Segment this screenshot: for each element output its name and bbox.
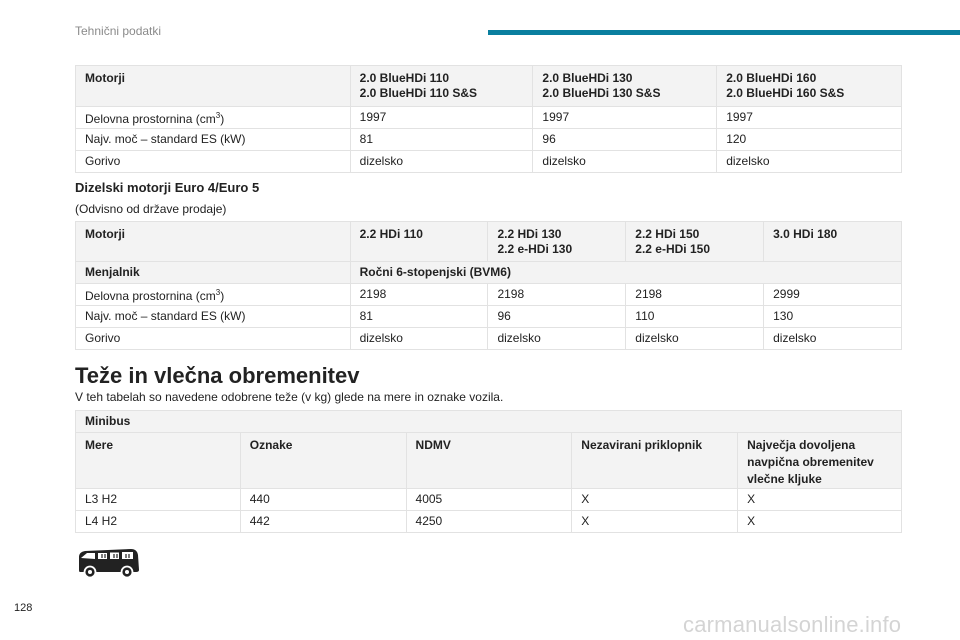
table-header-cell: 3.0 HDi 180 bbox=[764, 222, 902, 262]
table-cell: dizelsko bbox=[533, 151, 717, 173]
table-subheader-value: Ročni 6-stopenjski (BVM6) bbox=[350, 262, 901, 284]
table-cell: 440 bbox=[240, 489, 406, 511]
table-cell: 81 bbox=[350, 306, 488, 328]
table-cell: X bbox=[572, 511, 738, 533]
section-heading-weights: Teže in vlečna obremenitev bbox=[75, 363, 360, 388]
table-cell: 130 bbox=[764, 306, 902, 328]
table-row bbox=[76, 328, 902, 350]
table-cell: 110 bbox=[626, 306, 764, 328]
table-caption-row bbox=[76, 411, 902, 433]
section-intro: V teh tabelah so navedene odobrene teže (v kg) glede na mere in oznake vozila. bbox=[75, 390, 504, 404]
table-cell: dizelsko bbox=[764, 328, 902, 350]
table-cell: 4250 bbox=[406, 511, 572, 533]
table-cell: 81 bbox=[350, 129, 533, 151]
diesel-engine-table-bluehdi bbox=[75, 65, 902, 173]
table-cell: 96 bbox=[533, 129, 717, 151]
table-cell: L3 H2 bbox=[76, 489, 241, 511]
table-cell: Najv. moč – standard ES (kW) bbox=[76, 306, 351, 328]
table-header-row bbox=[76, 66, 902, 107]
table-header-cell: 2.0 BlueHDi 110 2.0 BlueHDi 110 S&S bbox=[350, 66, 533, 107]
table-cell: 2198 bbox=[350, 284, 488, 306]
table-cell: Delovna prostornina $(cm^3)$ bbox=[76, 284, 351, 306]
table-cell: L4 H2 bbox=[76, 511, 241, 533]
table-row bbox=[76, 151, 902, 173]
section-note: (Odvisno od države prodaje) bbox=[75, 202, 227, 216]
table-header-row bbox=[76, 222, 902, 262]
table-cell: 120 bbox=[717, 129, 902, 151]
minibus-icon bbox=[75, 544, 141, 580]
table-cell: dizelsko bbox=[488, 328, 626, 350]
page-number: 128 bbox=[14, 602, 33, 614]
diesel-engine-table-hdi bbox=[75, 221, 902, 350]
table-cell: 1997 bbox=[533, 107, 717, 129]
table-subheader-row bbox=[76, 262, 902, 284]
table-cell: 1997 bbox=[350, 107, 533, 129]
section-header-title: Tehnični podatki bbox=[75, 24, 162, 38]
weights-table-minibus bbox=[75, 410, 902, 533]
table-cell: 2198 bbox=[488, 284, 626, 306]
table-cell: Gorivo bbox=[76, 328, 351, 350]
table-cell: X bbox=[738, 489, 902, 511]
table-header-cell: Oznake bbox=[240, 433, 406, 489]
watermark: carmanualsonline.info bbox=[683, 612, 902, 637]
table-header-cell: Mere bbox=[76, 433, 241, 489]
table-cell: dizelsko bbox=[717, 151, 902, 173]
table-header-cell: Nezavirani priklopnik bbox=[572, 433, 738, 489]
table-row bbox=[76, 284, 902, 306]
table-cell: 4005 bbox=[406, 489, 572, 511]
table-cell: 2198 bbox=[626, 284, 764, 306]
header-accent-bar bbox=[488, 30, 960, 35]
section-title-euro4-euro5: Dizelski motorji Euro 4/Euro 5 bbox=[75, 180, 260, 195]
table-cell: X bbox=[572, 489, 738, 511]
table-header-cell: Motorji bbox=[76, 222, 351, 262]
table-header-cell: 2.2 HDi 150 2.2 e-HDi 150 bbox=[626, 222, 764, 262]
table-header-cell: Motorji bbox=[76, 66, 351, 107]
table-header-row bbox=[76, 433, 902, 489]
table-cell: dizelsko bbox=[350, 328, 488, 350]
table-header-cell: Največja dovoljena navpična obremenitev vlečne kljuke bbox=[738, 433, 902, 489]
table-header-cell: 2.0 BlueHDi 130 2.0 BlueHDi 130 S&S bbox=[533, 66, 717, 107]
table-cell: X bbox=[738, 511, 902, 533]
table-cell: dizelsko bbox=[626, 328, 764, 350]
table-cell: Najv. moč – standard ES (kW) bbox=[76, 129, 351, 151]
table-caption: Minibus bbox=[76, 411, 902, 433]
table-subheader-label: Menjalnik bbox=[76, 262, 351, 284]
table-cell: 442 bbox=[240, 511, 406, 533]
table-header-cell: 2.0 BlueHDi 160 2.0 BlueHDi 160 S&S bbox=[717, 66, 902, 107]
table-row bbox=[76, 129, 902, 151]
table-cell: Gorivo bbox=[76, 151, 351, 173]
table-cell: 96 bbox=[488, 306, 626, 328]
table-row bbox=[76, 306, 902, 328]
table-row bbox=[76, 511, 902, 533]
table-header-cell: NDMV bbox=[406, 433, 572, 489]
table-cell: 2999 bbox=[764, 284, 902, 306]
table-cell: Delovna prostornina $(cm^3)$ bbox=[76, 107, 351, 129]
table-header-cell: 2.2 HDi 130 2.2 e-HDi 130 bbox=[488, 222, 626, 262]
table-header-cell: 2.2 HDi 110 bbox=[350, 222, 488, 262]
table-row bbox=[76, 107, 902, 129]
table-row bbox=[76, 489, 902, 511]
table-cell: dizelsko bbox=[350, 151, 533, 173]
table-cell: 1997 bbox=[717, 107, 902, 129]
